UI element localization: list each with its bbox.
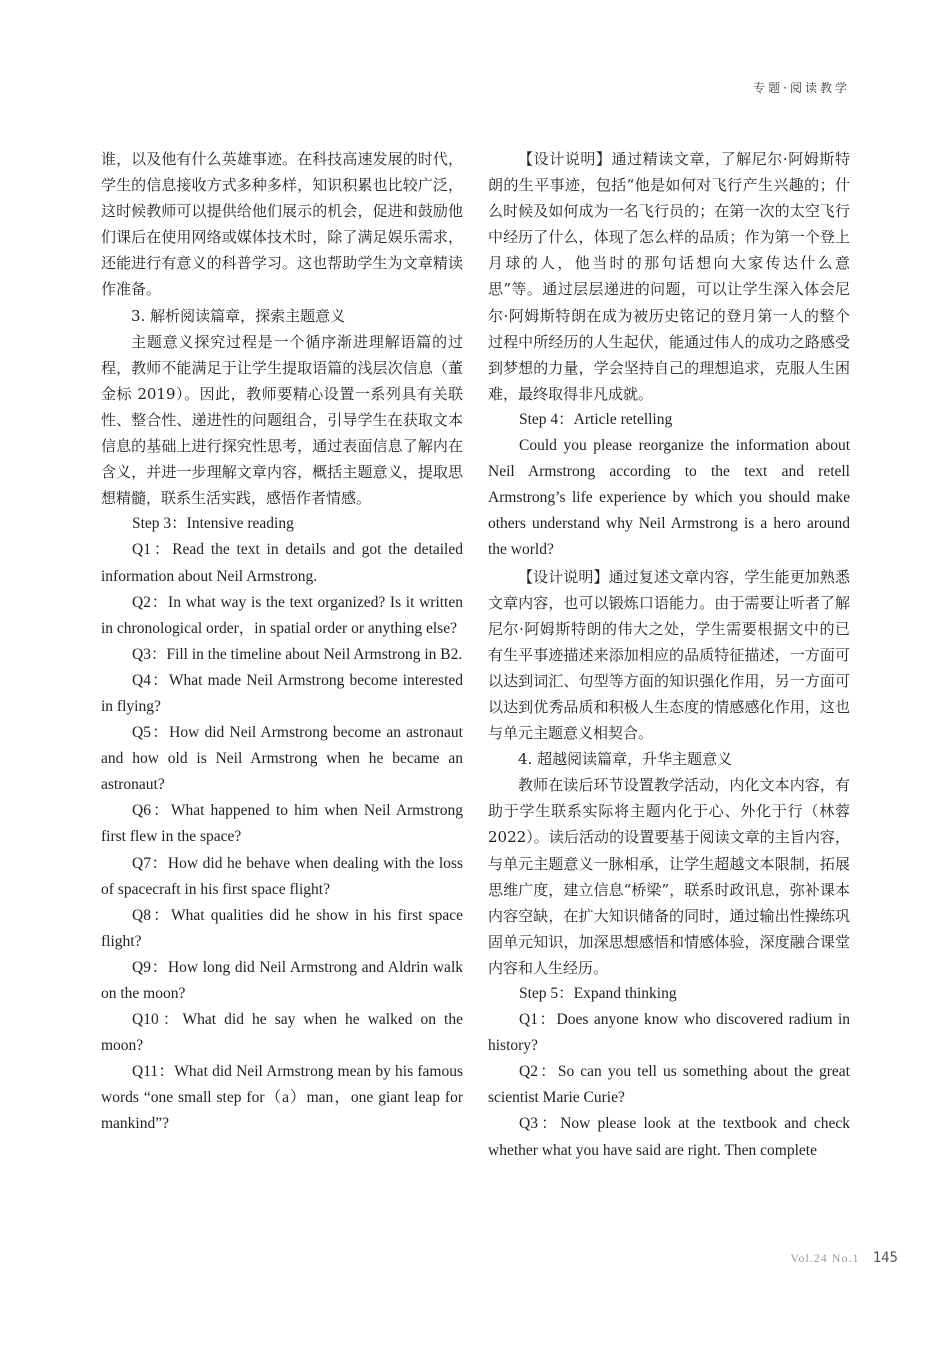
question-item: Q10：What did he say when he walked on the moon? — [101, 1011, 463, 1055]
question-item: Q5：How did Neil Armstrong become an astronaut and how old is Neil Armstrong when he became an astronaut? — [101, 724, 463, 794]
paragraph: 教师在读后环节设置教学活动，内化文本内容，有助于学生联系实际将主题内化于心、外化于行（林蓉 2022）。读后活动的设置要基于阅读文章的主旨内容，与单元主题意义一脉相承，让学生超越文本限制，拓展思维广度，建立信息“桥梁”，联系时政讯息，弥补课本内容空缺，在扩大知识储备的同时，通过输出性操练巩固单元知识，加深思想感悟和情感体验，深度融合课堂内容和人生经历。 — [488, 776, 850, 977]
question-item: Q2：In what way is the text organized? Is it written in chronological order，in spatial order or anything else? — [101, 593, 463, 637]
volume-label: Vol.24 No.1 — [790, 1251, 860, 1265]
question-item: Q11：What did Neil Armstrong mean by his famous words “one small step for（a）man，one giant leap for mankind”? — [101, 1063, 463, 1133]
question-item: Q4：What made Neil Armstrong become interested in flying? — [101, 671, 463, 715]
section-heading: 4. 超越阅读篇章，升华主题意义 — [518, 750, 733, 769]
question-item: Q1：Read the text in details and got the detailed information about Neil Armstrong. — [101, 541, 463, 585]
question-item: Q7：How did he behave when dealing with the loss of spacecraft in his first space flight? — [101, 854, 463, 898]
question-item: Q8：What qualities did he show in his first space flight? — [101, 906, 463, 950]
page-number: 145 — [872, 1250, 898, 1266]
right-column — [488, 146, 850, 1164]
step-heading: Step 3：Intensive reading — [132, 515, 294, 533]
step-heading: Step 5：Expand thinking — [519, 985, 677, 1002]
section-heading: 3. 解析阅读篇章，探索主题意义 — [131, 306, 346, 325]
design-note: 【设计说明】通过精读文章，了解尼尔·阿姆斯特朗的生平事迹，包括“他是如何对飞行产生兴趣的；什么时候及如何成为一名飞行员的；在第一次的太空飞行中经历了什么，体现了怎么样的品质；作为第一个登上月球的人，他当时的那句话想向大家传达什么意思”等。通过层层递进的问题，可以让学生深入体会尼尔·阿姆斯特朗在成为被历史铭记的登月第一人的整个过程中所经历的人生起伏，能通过伟人的成功之路感受到梦想的力量，学会坚持自己的理想追求，克服人生困难，最终取得非凡成就。 — [488, 150, 850, 403]
left-column — [101, 146, 463, 1138]
design-note: 【设计说明】通过复述文章内容，学生能更加熟悉文章内容，也可以锻炼口语能力。由于需要让听者了解尼尔·阿姆斯特朗的伟大之处，学生需要根据文中的已有生平事迹描述来添加相应的品质特征描述，一方面可以达到词汇、句型等方面的知识强化作用，另一方面可以达到优秀品质和积极人生态度的情感感化作用，这也与单元主题意义相契合。 — [488, 567, 850, 743]
running-header: 专题·阅读教学 — [753, 81, 850, 95]
question-item: Q2：So can you tell us something about the great scientist Marie Curie? — [488, 1063, 850, 1107]
question-item: Q9：How long did Neil Armstrong and Aldrin walk on the moon? — [101, 958, 463, 1002]
paragraph: 主题意义探究过程是一个循序渐进理解语篇的过程，教师不能满足于让学生提取语篇的浅层次信息（董金标 2019）。因此，教师要精心设置一系列具有关联性、整合性、递进性的问题组合，引导学生在获取文本信息的基础上进行探究性思考，通过表面信息了解内在含义，并进一步理解文章内容，概括主题意义，提取思想精髓，联系生活实践，感悟作者情感。 — [101, 332, 463, 508]
paragraph: 谁，以及他有什么英雄事迹。在科技高速发展的时代，学生的信息接收方式多种多样，知识积累也比较广泛，这时候教师可以提供给他们展示的机会，促进和鼓励他们课后在使用网络或媒体技术时，除了满足娱乐需求，还能进行有意义的科普学习。这也帮助学生为文章精读作准备。 — [101, 150, 463, 299]
question-item: Q3：Fill in the timeline about Neil Armstrong in B2. — [132, 645, 463, 663]
question-item: Q6：What happened to him when Neil Armstrong first flew in the space? — [101, 802, 463, 846]
question-item: Q1：Does anyone know who discovered radium in history? — [488, 1011, 850, 1055]
step-heading: Step 4：Article retelling — [519, 410, 673, 428]
page-footer — [790, 1250, 898, 1266]
paragraph: Could you please reorganize the information about Neil Armstrong according to the text and retell Armstrong’s life experience by which you should make others understand why Neil Armstrong is a hero around the world? — [488, 437, 850, 559]
question-item: Q3：Now please look at the textbook and check whether what you have said are right. Then complete — [488, 1115, 850, 1159]
